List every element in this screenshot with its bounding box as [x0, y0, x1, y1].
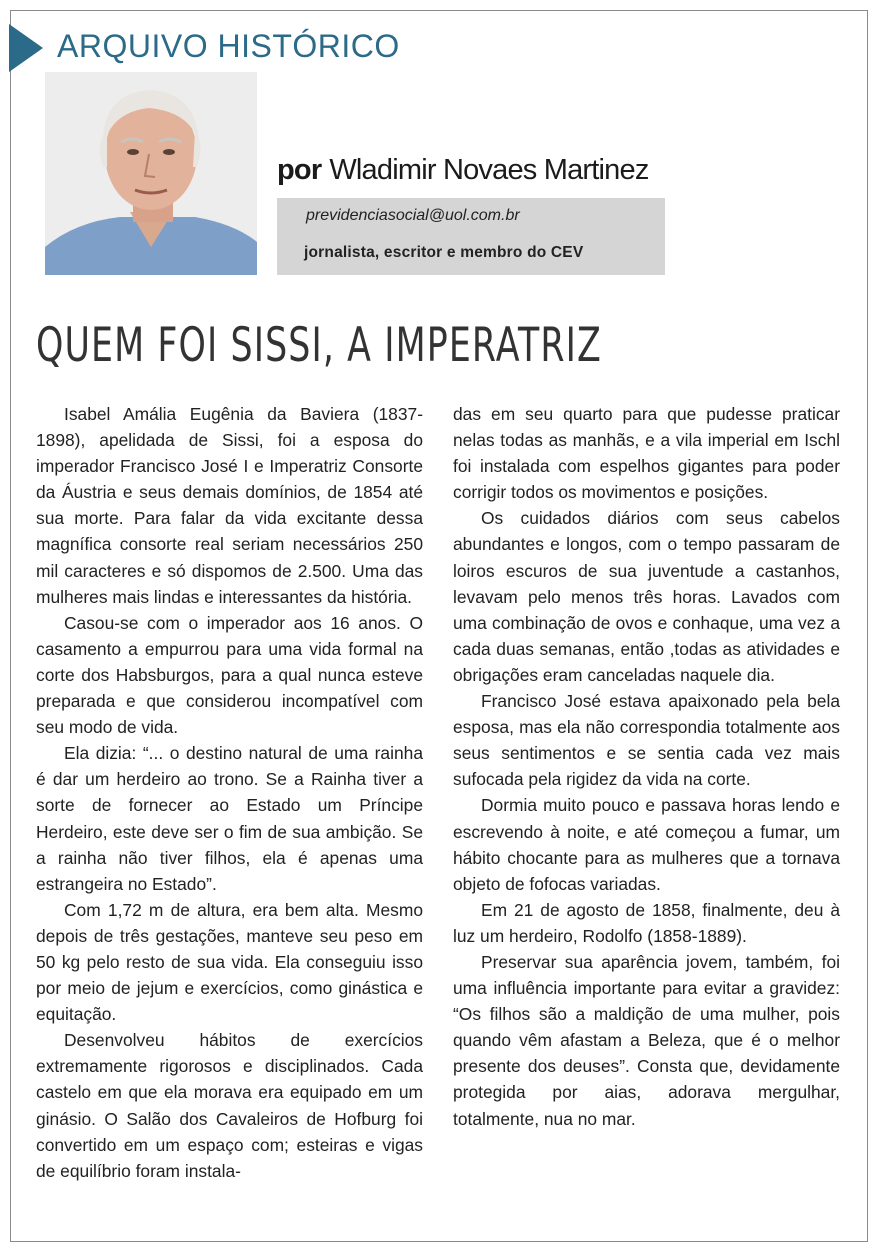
- byline-prefix: por: [277, 154, 322, 186]
- author-name: Wladimir Novaes Martinez: [329, 154, 649, 186]
- article-column-right: [453, 401, 840, 1132]
- author-portrait-icon: [45, 72, 257, 275]
- section-arrow-icon: [9, 24, 43, 72]
- paragraph: Dormia muito pouco e passava horas lendo e escrevendo à noite, e até começou a fumar, um hábito chocante para as mulheres que a tornava objeto de fofocas variadas.: [453, 795, 840, 894]
- author-byline: [277, 150, 649, 190]
- paragraph: Os cuidados diários com seus cabelos abundantes e longos, com o tempo passaram de loiros escuros de sua juventude a castanhos, levavam pelo menos três horas. Lavados com uma combinação de ovos e conhaque, uma vez a cada duas semanas, então ,todas as atividades e obrigações eram canceladas naquele dia.: [453, 508, 840, 685]
- paragraph: Francisco José estava apaixonado pela bela esposa, mas ela não correspondia totalmente aos seus sentimentos e se sentia cada vez mais sufocada pela rigidez da vida na corte.: [453, 691, 840, 790]
- author-role: jornalista, escritor e membro do CEV: [304, 244, 584, 261]
- author-email[interactable]: previdenciasocial@uol.com.br: [306, 207, 520, 224]
- paragraph: Preservar sua aparência jovem, também, foi uma influência importante para evitar a gravidez: “Os filhos são a maldição de uma mulher, pois quando vêm afastam a Beleza, que é o melhor presente dos deuses”. Consta que, devidamente protegida por aias, adorava mergulhar, totalmente, nua no mar.: [453, 951, 840, 1129]
- paragraph: Com 1,72 m de altura, era bem alta. Mesmo depois de três gestações, manteve seu peso em 50 kg pelo resto de sua vida. Ela conseguiu isso por meio de jejum e exercícios, como ginástica e equitação.: [36, 899, 423, 1025]
- section-title: ARQUIVO HISTÓRICO: [57, 28, 400, 64]
- paragraph: Desenvolveu hábitos de exercícios extremamente rigorosos e disciplinados. Cada castelo em que ela morava era equipado em um ginásio. O Salão dos Cavaleiros de Hofburg foi convertido em um espaço com; esteiras e vigas de equilíbrio foram instala-: [36, 1030, 423, 1181]
- paragraph: Isabel Amália Eugênia da Baviera (1837-1898), apelidada de Sissi, foi a esposa do imperador Francisco José I e Imperatriz Consorte da Áustria e seus demais domínios, de 1854 até sua morte. Para falar da vida excitante dessa magnífica consorte real seriam necessários 250 mil caracteres e só dispomos de 2.500. Uma das mulheres mais lindas e interessantes da história.: [36, 404, 423, 607]
- article-headline: QUEM FOI SISSI, A IMPERATRIZ: [36, 318, 602, 373]
- author-info-box: [277, 198, 665, 275]
- paragraph-continuation: das em seu quarto para que pudesse praticar nelas todas as manhãs, e a vila imperial em Ischl foi instalada com espelhos gigantes para poder corrigir todos os movimentos e posições.: [453, 404, 840, 503]
- paragraph: Ela dizia: “... o destino natural de uma rainha é dar um herdeiro ao trono. Se a Rainha tiver a sorte de fornecer ao Estado um Príncipe Herdeiro, este deve ser o fim de sua ambição. Se a rainha não tiver filhos, ela é apenas uma estrangeira no Estado”.: [36, 743, 423, 894]
- paragraph: Em 21 de agosto de 1858, finalmente, deu à luz um herdeiro, Rodolfo (1858-1889).: [453, 899, 840, 946]
- article-column-left: [36, 401, 423, 1184]
- author-photo: [45, 72, 257, 275]
- paragraph: Casou-se com o imperador aos 16 anos. O casamento a empurrou para uma vida formal na corte dos Habsburgos, para a qual nunca esteve preparada e que considerou incompatível com seu modo de vida.: [36, 612, 423, 738]
